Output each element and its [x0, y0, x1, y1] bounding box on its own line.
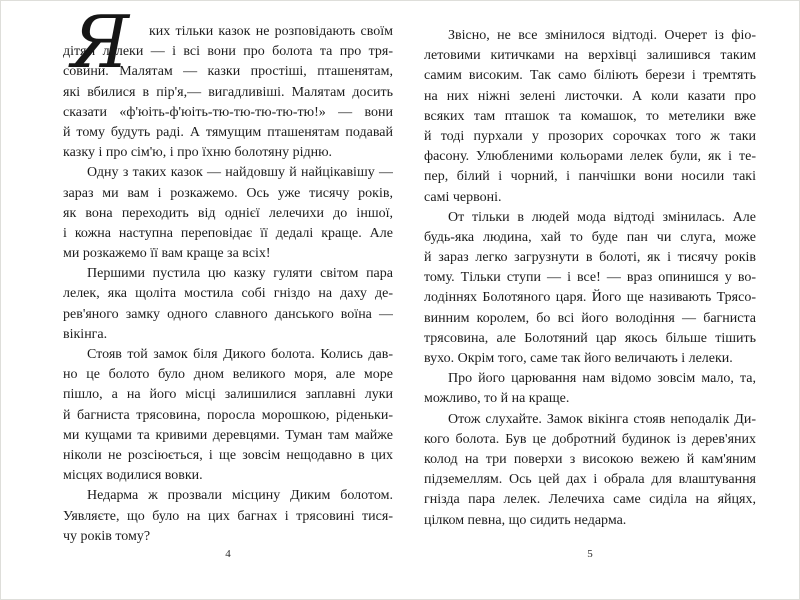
text-line: ми розкажемо її вам краще за всіх! — [63, 246, 271, 262]
text-line: цілком певна, що сидить недарма. — [424, 512, 627, 528]
page-number-right: 5 — [587, 548, 593, 560]
text-line: От тільки в людей мода відтоді змінилась. Але — [448, 209, 756, 225]
text-line: й тому будуть раді. А тямущим пташенятам подавай — [63, 124, 393, 140]
text-line: вухо. Окрім того, саме так його величають і лелеки. — [424, 351, 733, 366]
text-line: лодіннях Болотяного царя. Його ще називають Трясо- — [424, 290, 756, 306]
text-line: й тоді пурхали у прозорих сорочках того ж таки — [424, 128, 756, 144]
text-line: Уявляєте, що було на цих багнах і трясовині тися- — [63, 508, 393, 524]
text-line: можливо, то й на краще. — [424, 391, 570, 407]
text-line: ми кущами та кривими деревцями. Туман там майже — [63, 427, 393, 443]
text-line: Отож слухайте. Замок вікінга стояв неподалік Ди- — [448, 411, 756, 427]
text-line: совини. Малятам — казки простіші, пташенятам, — [63, 64, 393, 80]
page-right — [424, 0, 756, 600]
text-line: на них ніжні зелені листочки. А коли казати про — [424, 88, 756, 104]
text-line: дітям лелеки — і всі вони про болота та про тря- — [63, 44, 393, 60]
text-line: які вбилися в пір'я,— вигадливіші. Малятам досить — [63, 84, 393, 100]
page-number-left: 4 — [225, 548, 231, 560]
text-line: Стояв той замок біля Дикого болота. Колись дав- — [87, 347, 393, 362]
text-line: самі червоні. — [424, 189, 502, 205]
text-line: пер, білий і чорний, і панчішки вони носили такі — [424, 169, 756, 185]
text-line: Звісно, не все змінилося відтоді. Очерет із фіо- — [448, 28, 756, 43]
text-line: зараз ми вам і розкажемо. Ось уже тисячу років, — [63, 185, 393, 201]
text-line: Недарма ж прозвали місцину Диким болотом. — [87, 488, 393, 504]
page-right-text — [424, 26, 756, 531]
text-line: ніколи не розсіюється, і ще зовсім нещодавно в цих — [63, 447, 393, 463]
text-line: всяких там пташок та комашок, то метелики вже — [424, 108, 756, 124]
text-line: колод на три поверхи з високою вежею й кам'яним — [424, 451, 756, 467]
text-line: й багниста трясовина, поросла морошкою, ріденьки- — [63, 407, 393, 423]
text-line: тому. Тільки ступи — і все! — враз опинишся у во- — [424, 270, 756, 286]
text-line: Першими пустила цю казку гуляти світом пара — [87, 266, 393, 282]
text-line: трясовина, але Болотяний цар якось більше тішить — [424, 330, 756, 346]
text-line: місцях водилися вовки. — [63, 468, 203, 484]
page-left — [63, 0, 393, 600]
text-line: як вона переходить від однієї лелечихи до іншої, — [63, 205, 393, 221]
text-line: Про його царювання нам відомо зовсім мало, та, — [448, 371, 756, 387]
text-line: й зараз легко загрузнути в болоті, як і тисячу років — [424, 250, 756, 266]
text-line: сказати «ф'юіть-ф'юіть-тю-тю-тю-тю-тю!» — вони — [63, 104, 393, 120]
text-line: Одну з таких казок — найдовшу й найцікавішу — — [87, 165, 393, 181]
text-line: рев'яного замку одного славного данського воїна — — [63, 306, 393, 322]
text-line: летовими китичками на верхівці залишився таким — [424, 48, 756, 64]
text-line: казку і про сім'ю, і про їхню болотяну рідню. — [63, 145, 333, 161]
text-line: чу років тому? — [63, 528, 151, 544]
text-line: самим високим. Так само біліють берези і тремтять — [424, 68, 756, 84]
text-line: будь-яка людина, хай то буде пан чи слуга, може — [424, 229, 756, 245]
drop-cap: Я — [71, 0, 130, 84]
text-line: вікінга. — [63, 326, 108, 342]
text-line: підземеллям. Ось цей дах і обрала для влаштування — [424, 472, 756, 488]
text-line: винним королем, бо всі його володіння — багниста — [424, 310, 756, 326]
text-line: кого болота. Був це добротний будинок із дерев'яних — [424, 431, 756, 447]
text-line: но це болото було дном великого моря, але море — [63, 367, 393, 383]
page-left-text — [63, 0, 393, 547]
text-line: фасону. Улюбленими кольорами лелек були, як і те- — [424, 149, 756, 165]
text-line: гнізда пара лелек. Лелечиха саме сиділа на яйцях, — [424, 492, 756, 508]
text-line: пішло, а на його місці залишилися заплавні луки — [63, 387, 393, 403]
text-line: лелек, яка щоліта мостила собі гніздо на даху де- — [63, 286, 393, 302]
text-line: ких тільки казок не розповідають своїм — [149, 24, 393, 39]
text-line: і кожна наступна переповідає її дедалі краще. Але — [63, 225, 393, 241]
